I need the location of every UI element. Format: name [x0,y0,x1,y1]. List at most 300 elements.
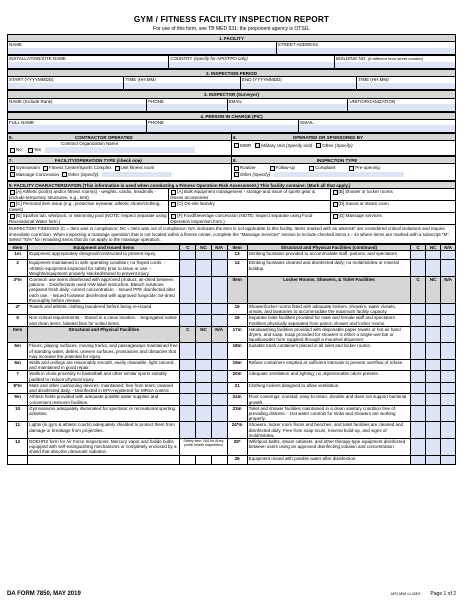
item-note: Safety item: N/A for Army public health inspections [180,438,227,455]
item-text: Gymnasiums adequately illuminated for spectator or recreational sporting activities. [29,405,175,416]
na-checkbox[interactable] [441,382,456,393]
unit-fitness-radio[interactable] [115,166,120,171]
sponsor-heading-cell [232,133,456,140]
nc-checkbox[interactable] [425,405,440,422]
nc-checkbox[interactable] [196,304,212,315]
nc-checkbox[interactable] [425,371,440,382]
nc-checkbox[interactable] [196,260,212,277]
c-checkbox[interactable] [180,405,196,422]
table-row [8,251,456,260]
c-checkbox[interactable] [411,260,426,277]
country-label: COUNTRY [170,56,193,62]
c-checkbox[interactable] [411,438,426,455]
char-item-e [8,213,169,225]
c-checkbox[interactable] [180,422,196,439]
item-number: 20m [227,371,247,382]
characterization-section [7,181,456,244]
building-label: BUILDING NO. [336,56,367,62]
item-number: 8*m [8,382,28,393]
item-text-cell [247,315,411,326]
gymnasium-radio[interactable] [10,166,15,171]
empty-cell [196,455,212,464]
c-checkbox[interactable] [411,405,426,422]
contractor-yes-checkbox[interactable] [28,148,33,153]
item-text: Separate toilet facilities provided for male and female staff and spectators. Facilities physically separated from patron shower and locker rooms. [248,315,397,326]
inspector-name-label: NAME (Include Rank) [8,98,147,104]
item-text-cell [247,394,411,405]
pic-name-input[interactable] [8,125,147,132]
location-row [7,55,456,69]
sponsor-other-label: Other [322,143,334,149]
start-time-input[interactable] [124,83,240,90]
item-text-cell [247,326,411,343]
empty-cell [28,455,180,464]
form-subtitle: For use of this form, see TB MED 531; the proponent agency is OTSG. [153,26,310,32]
char-item-a2 [169,189,330,201]
table-row [8,382,456,393]
inspection-period-heading: 2. INSPECTION PERIOD [8,70,456,77]
left-na-header: N/A [211,326,227,343]
item-text: Floor coverings: nonskid, easy-to-clean, durable and does not support bacterial growth. [248,394,407,405]
item-number: 10 [8,405,28,422]
c-checkbox[interactable] [180,277,196,304]
fitness-center-radio[interactable] [43,166,48,171]
right-group-header: Structural and Physical Facilities (continued) [247,245,411,251]
form-page [7,5,456,465]
nc-checkbox[interactable] [425,315,440,326]
inspector-name-input[interactable] [8,104,147,111]
item-number: 19m [227,360,247,371]
preopening-radio[interactable] [349,166,354,171]
c-checkbox[interactable] [411,455,426,464]
char-item-c2 [169,201,330,213]
inspection-other-label: Other [240,171,252,177]
facility-other-note: (Specify): [80,171,100,177]
item-text-cell [28,422,180,439]
item-text: Equipment appropriately designed/constructed to prevent injury. [29,251,157,257]
item-number: 4* [8,304,28,315]
start-date-label: START (YYYYMMDD) [8,77,124,83]
char-label-g: [G] Massage services [338,213,382,219]
c-checkbox[interactable] [411,422,426,439]
item-number: 22m [227,394,247,405]
item-text-cell [247,343,411,360]
item-text: Clothing lockers designed to allow ventilation. [248,382,340,388]
inspection-type-body [232,164,456,181]
inspection-other-note: (Specify): [252,171,272,177]
char-label-c2: [C] On-site laundry [177,201,215,207]
c-checkbox[interactable] [180,394,196,405]
na-checkbox[interactable] [441,405,456,422]
item-text-cell [247,371,411,382]
inspector-email-label: EMAIL [227,98,348,104]
item-text: Walls in close proximity to basketball and other similar sports suitably padded to reduce physical injury. [29,371,167,382]
char-label-e: [E] Spa/hot tub, whirlpool, or swimming pool (NOTE: Inspect separate using Recreational Water form.) [9,213,167,224]
na-checkbox[interactable] [211,251,227,260]
item-text-cell [247,304,411,315]
item-text: Drinking fountains cleaned and disinfected daily; no mold/mildew or mineral buildup. [248,260,399,271]
unit-fitness-label: Unit fitness room [120,165,155,171]
inspection-other-radio[interactable] [234,172,239,177]
facility-heading: 1. FACILITY [8,35,456,42]
item-text-cell [247,422,411,439]
facility-type-body [8,164,232,181]
c-checkbox[interactable] [411,315,426,326]
na-checkbox[interactable] [211,394,227,405]
left-c-header: C [180,326,196,343]
na-checkbox[interactable] [441,260,456,277]
nc-checkbox[interactable] [425,422,440,439]
contractor-body [8,141,232,156]
item-text: Handwashing facilities provided with disposable paper towels or hot air hand dryers, and soap. Soap provided for showers is either a single-use bar or liquid/powder form supplied through a mounted dispenser. [248,326,401,343]
c-checkbox[interactable] [180,360,196,371]
inspector-unit-label: UNIT/ORGANIZATION [348,98,456,104]
sponsor-other-checkbox[interactable] [316,143,321,148]
nc-checkbox[interactable] [196,343,212,360]
complaint-radio[interactable] [309,166,314,171]
na-checkbox[interactable] [211,405,227,422]
pic-phone-input[interactable] [146,125,298,132]
inspector-section [7,90,456,111]
inspector-phone-label: PHONE [146,98,227,104]
right-section-header: Locker Rooms, Showers, & Toilet Facilities [247,277,411,304]
facility-type-note: (check one) [116,158,142,164]
pic-email-input[interactable] [299,125,456,132]
building-note: (If different from street number) [367,56,424,62]
inspector-heading: 3. INSPECTOR (Surveyor) [8,91,456,98]
start-time-label: TIME (HH:MM) [124,77,240,83]
item-text: Common use items disinfected with approved product; air-dried between patrons. - Disinfectants used IAW label instruction. Bleach solutions prepared fresh daily; correct concentration. - Issued PPE disinfected after each use. - Issued footwear disinfected with approved fungicide; air-dried thoroughly before reissue. [29,277,176,303]
installation-input[interactable] [8,62,169,69]
right-c-header: C [411,277,426,304]
na-checkbox[interactable] [211,382,227,393]
mwr-label: MWR [240,143,252,149]
nc-checkbox[interactable] [425,455,440,464]
item-text: Non-critical requirements: - Stored in a clean location. - Segregated soiled and clean items; labeled bins for soiled items. [29,315,177,326]
item-text-cell [247,438,411,455]
contractor-yes-label: Yes [33,147,42,153]
characterization-heading: 9. FACILITY CHARACTERIZATION (This information is used when conducting a Fitness Operation Risk Assessment.) This facility contains: (Mark all that apply.) [8,182,456,189]
left-nc-header: NC [196,326,212,343]
facility-other-input[interactable] [102,172,172,177]
left-section-header: Structural and Physical Facilities [28,326,180,343]
item-text-cell [28,438,180,455]
street-address-label: STREET ADDRESS [276,42,455,48]
na-checkbox[interactable] [441,251,456,260]
inspector-phone-input[interactable] [146,104,227,111]
na-checkbox[interactable] [441,343,456,360]
c-checkbox[interactable] [411,394,426,405]
item-column-header: Item [8,245,28,251]
facility-type-heading-cell [8,157,232,164]
char-label-d: [D] Sauna or steam room [338,201,389,207]
char-checkbox-c2[interactable] [171,202,176,207]
footer-right [391,591,456,597]
item-number: 12 [8,438,28,455]
nc-column-header: NC [196,245,212,251]
item-text: Suitable trash containers placed in all toilet and locker rooms. [248,343,371,349]
c-checkbox[interactable] [180,315,196,326]
item-text: Drinking fountains provided to accommodate staff, patrons, and spectators. [248,251,399,257]
building-input[interactable] [335,62,456,69]
contract-org-input[interactable] [45,147,195,153]
nc-checkbox[interactable] [196,422,212,439]
char-item-b [330,189,455,201]
form-footer [7,591,456,597]
nc-checkbox[interactable] [196,405,212,422]
installation-label: INSTALLATION/SITE NAME [8,56,169,62]
military-unit-label: Military Unit [261,143,285,149]
item-text: Floors; playing surfaces, moving tracks, and passageways maintained free of standing water, debris, uneven surfaces, protrusions and obstacles that may increase the potential for injury. [29,343,178,359]
na-checkbox[interactable] [211,422,227,439]
inspection-findings-instructions: INSPECTION FINDINGS (C = Item was in compliance; NC = Item was out of compliance; N/A indicates the item is not applicable to this facility. Items marked with an asterisk* are considered critical violations and require immediate correction. When inspecting a massage operation that is not located within a fitness center, complete the "Massage Services" section to include checked items 1 - 44 where items are marked with a subscript "M". Select "N/A" for remaining items that do not apply to the massage operation. [8,225,456,244]
char-label-b: [B] Shower or locker rooms [338,189,393,195]
nc-checkbox[interactable] [196,360,212,371]
na-checkbox[interactable] [441,394,456,405]
item-number: 18m [227,343,247,360]
nc-checkbox[interactable] [196,251,212,260]
nc-checkbox[interactable] [425,360,440,371]
nc-checkbox[interactable] [425,251,440,260]
item-number: 5m [8,343,28,360]
facility-type-heading: FACILITY/OPERATION TYPE [54,158,116,164]
empty-cell [180,455,196,464]
inspection-other-input[interactable] [274,172,404,177]
inspector-email-input[interactable] [227,104,348,111]
c-checkbox[interactable] [411,371,426,382]
nc-column-header: NC [425,245,440,251]
na-checkbox[interactable] [211,360,227,371]
item-text-cell [247,405,411,422]
na-checkbox[interactable] [211,304,227,315]
char-label-a1: [A] Athletic pool(s) and/or fitness room(s) - weights, cardio, treadmills - (include temporary structures, e.g., tent) [9,189,156,200]
char-item-g [330,213,455,225]
contractor-number: 5. [9,134,13,140]
char-checkbox-b[interactable] [333,190,338,195]
item-number: 26 [227,455,247,464]
na-column-header: N/A [441,245,456,251]
military-unit-checkbox[interactable] [255,143,260,148]
char-item-d [330,201,455,213]
na-checkbox[interactable] [441,326,456,343]
c-checkbox[interactable] [411,251,426,260]
facility-other-radio[interactable] [62,172,67,177]
na-checkbox[interactable] [211,371,227,382]
contractor-heading: CONTRACTOR OPERATED [74,134,133,140]
item-text: Lights (in gym & athletic courts) adequately shielded to protect them from damage or breakage from projectiles. [29,422,175,433]
nc-checkbox[interactable] [196,371,212,382]
c-column-header: C [180,245,196,251]
c-checkbox[interactable] [411,326,426,343]
contractor-no-label: No [16,147,22,153]
table-row [8,260,456,277]
preopening-label: Pre-opening [355,165,380,171]
na-checkbox[interactable] [211,260,227,277]
na-checkbox[interactable] [211,315,227,326]
item-text-cell [28,260,180,277]
right-item-header: Item [227,277,247,304]
massage-label: Massage Concession [16,171,60,177]
empty-cell [8,455,28,464]
sponsor-heading: OPERATED OR SPONSORED BY [292,134,363,140]
na-checkbox[interactable] [441,455,456,464]
nc-checkbox[interactable] [425,438,440,455]
item-text-cell [247,382,411,393]
item-text: Toilet and shower facilities maintained in a clean sanitary condition free of prevailing distress. - Hot water controls for sinks and showers are working properly. [248,405,396,422]
item-text: Shower/locker rooms fitted with adequate lockers, showers, water closets, urinals, and lavatories to accommodate the maximum facility capacity. [248,304,396,315]
left-group-header: Equipment and Issued Items [28,245,180,251]
c-checkbox[interactable] [180,304,196,315]
table-row [8,326,456,343]
item-text: Towels and athletic clothing laundered before being re-issued. [29,304,153,310]
nc-checkbox[interactable] [425,304,440,315]
item-number: 14 [227,260,247,277]
start-date-input[interactable] [8,83,124,90]
item-number: 7 [8,371,28,382]
na-checkbox[interactable] [211,343,227,360]
na-checkbox[interactable] [441,422,456,439]
inspector-unit-input[interactable] [348,104,456,111]
c-checkbox[interactable] [180,251,196,260]
table-row [8,304,456,315]
c-checkbox[interactable] [411,382,426,393]
table-row [8,405,456,422]
followup-label: Follow-up [275,165,296,171]
nc-checkbox[interactable] [425,326,440,343]
followup-radio[interactable] [270,166,275,171]
item-number: 5 [8,315,28,326]
nc-checkbox[interactable] [196,277,212,304]
type-sections [7,156,456,181]
item-number: 15 [227,304,247,315]
item-text-cell [247,455,411,464]
nc-checkbox[interactable] [196,315,212,326]
country-note: (specify for APO/FPO only) [193,56,248,62]
pic-email-label: EMAIL [299,119,456,125]
item-text-cell [28,382,180,393]
item-text: Showers, locker room floors and benches, and toilet facilities are cleaned and disinfected daily. Free from soap scum, mineral build-up, and signs of mold/mildew. [248,422,403,438]
table-row [8,315,456,326]
findings-table [7,244,456,465]
char-checkbox-d[interactable] [333,202,338,207]
fitness-center-label: Fitness Center/Sports Complex [49,165,112,171]
end-time-input[interactable] [357,83,456,90]
item-number: 2 [8,260,28,277]
facility-name-label: NAME [8,42,277,48]
sponsor-body [232,141,456,156]
pic-phone-label: PHONE [146,119,298,125]
item-number: 13 [227,251,247,260]
nc-checkbox[interactable] [425,394,440,405]
c-checkbox[interactable] [180,371,196,382]
mwr-checkbox[interactable] [234,143,239,148]
pic-heading: 4. PERSON IN CHARGE (PIC) [8,112,456,119]
char-label-f: [F] Food/beverage concession (NOTE: Inspect separate using Food Operation Inspection form.) [170,213,313,224]
c-checkbox[interactable] [411,343,426,360]
left-item-header: Item [8,326,28,343]
table-row [8,371,456,382]
c-column-header: C [411,245,426,251]
na-checkbox[interactable] [441,360,456,371]
item-text: Walls and ceilings are reasonably smooth, easily cleanable, light colored, and maintained in good repair. [29,360,175,371]
contractor-heading-cell [8,133,232,140]
street-address-input[interactable] [276,48,455,55]
nc-checkbox[interactable] [425,260,440,277]
nc-checkbox[interactable] [425,382,440,393]
c-checkbox[interactable] [411,360,426,371]
table-row [8,422,456,439]
country-input[interactable] [169,62,335,69]
char-label-a2: [A] Bulk equipment management - storage and issue of sports gear & fitness accessories [170,189,316,200]
item-text-cell [247,260,411,277]
c-checkbox[interactable] [180,343,196,360]
facility-other-label: Other [68,171,80,177]
contractor-no-checkbox[interactable] [10,148,15,153]
pic-name-label: FULL NAME [8,119,147,125]
page-number: Page 1 of 2 [430,591,456,597]
item-text: Adequate ventilation and lighting; no objectionable odors present. [248,371,380,377]
nc-checkbox[interactable] [196,382,212,393]
na-column-header: N/A [211,245,227,251]
item-number: 16 [227,315,247,326]
item-number: 23m [227,405,247,422]
nc-checkbox[interactable] [425,343,440,360]
item-text-cell [28,277,180,304]
nc-checkbox[interactable] [196,394,212,405]
gymnasium-label: Gymnasium [16,165,41,171]
military-unit-note: (Specify unit) [286,143,313,149]
char-label-c1: [C] Personal item issue (e.g., protective eyewear, athletic shoes/clothing, towels) [9,201,161,212]
item-text-cell [28,304,180,315]
char-item-f [169,213,330,225]
right-nc-header: NC [425,277,440,304]
sponsor-number: 6. [233,134,237,140]
char-checkbox-g[interactable] [333,214,338,219]
inspection-type-heading: INSPECTION TYPE [316,158,358,164]
na-checkbox[interactable] [441,371,456,382]
item-text: Refuse containers emptied at sufficient intervals to prevent overflow of refuse. [248,360,404,366]
end-date-input[interactable] [240,83,356,90]
char-item-a1 [8,189,169,201]
form-number: DA FORM 7850, MAY 2019 [7,591,81,597]
routine-radio[interactable] [234,166,239,171]
item-number: 11 [8,422,28,439]
inspection-type-heading-cell [232,157,456,164]
end-time-label: TIME (HH:MM) [357,77,456,83]
c-checkbox[interactable] [411,304,426,315]
item-number: 24*m [227,422,247,439]
facility-name-input[interactable] [8,48,277,55]
item-text: Whirlpool baths, steam cabinets, and other therapy-type equipment disinfected between users using an approved disinfecting solution and concentration. [248,438,406,450]
item-text-cell [28,405,180,422]
item-text: Equipment rinsed with potable water after disinfection. [248,455,357,461]
na-checkbox[interactable] [441,438,456,455]
c-checkbox[interactable] [180,260,196,277]
na-checkbox[interactable] [441,315,456,326]
item-text: Equipment maintained in safe operating condition; no frayed cords. - Athletic equipment inspected for safety prior to issue or use. - Weights/equipment properly stacked/stored to prevent injury. [29,260,166,276]
empty-cell [211,455,227,464]
na-checkbox[interactable] [441,304,456,315]
operation-sections [7,133,456,156]
table-row [8,277,456,304]
form-edition: APD AEM v1.00ES [390,592,421,596]
c-checkbox[interactable] [180,382,196,393]
na-checkbox[interactable] [211,277,227,304]
massage-radio[interactable] [10,172,15,177]
form-title: GYM / FITNESS FACILITY INSPECTION REPORT [133,15,330,24]
item-number: 9m [8,394,28,405]
item-text: DOEHRS form for Air Force Inspections: Mercury vapor and halide bulbs equipped with self-extinguishing mechanisms or completely enclosed by a shield that absorbs ultraviolet radiation. [29,438,177,455]
